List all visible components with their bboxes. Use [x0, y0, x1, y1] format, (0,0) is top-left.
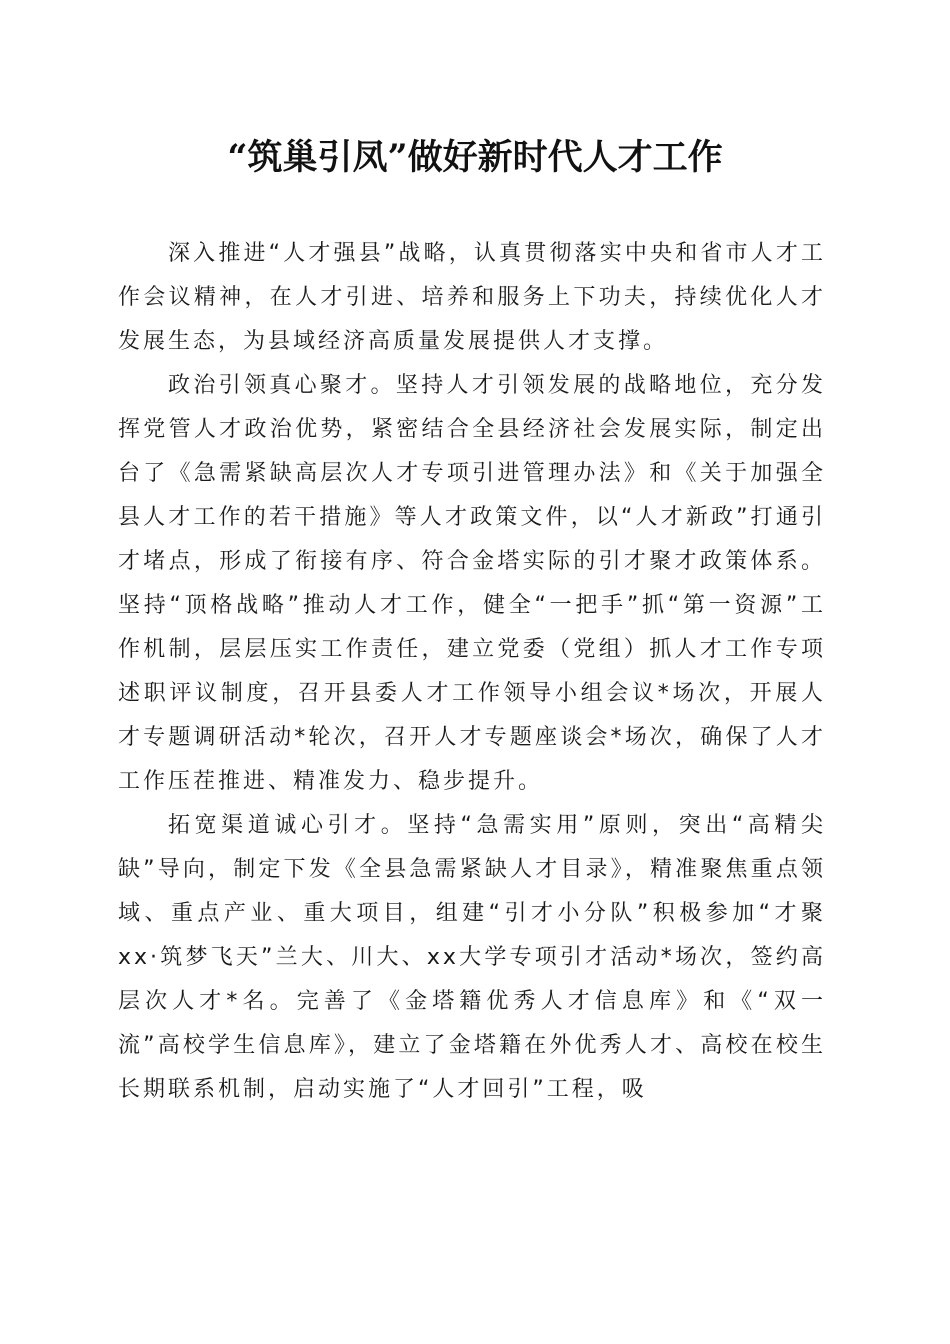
paragraph-talent-channels: 拓宽渠道诚心引才。坚持“急需实用”原则，突出“高精尖缺”导向，制定下发《全县急需紧缺人才目录》，精准聚焦重点领域、重点产业、重大项目，组建“引才小分队”积极参加“才聚xx·筑梦飞天”兰大、川大、xx大学专项引才活动*场次，签约高层次人才*名。完善了《金塔籍优秀人才信息库》和《“双一流”高校学生信息库》，建立了金塔籍在外优秀人才、高校在校生长期联系机制，启动实施了“人才回引”工程，吸: [118, 813, 826, 1102]
document-title: “筑巢引凤”做好新时代人才工作: [227, 137, 723, 178]
document-body: [118, 232, 826, 1112]
paragraph-political-leadership: 政治引领真心聚才。坚持人才引领发展的战略地位，充分发挥党管人才政治优势，紧密结合全县经济社会发展实际，制定出台了《急需紧缺高层次人才专项引进管理办法》和《关于加强全县人才工作的若干措施》等人才政策文件，以“人才新政”打通引才堵点，形成了衔接有序、符合金塔实际的引才聚才政策体系。坚持“顶格战略”推动人才工作，健全“一把手”抓“第一资源”工作机制，层层压实工作责任，建立党委（党组）抓人才工作专项述职评议制度，召开县委人才工作领导小组会议*场次，开展人才专题调研活动*轮次，召开人才专题座谈会*场次，确保了人才工作压茬推进、精准发力、稳步提升。: [118, 373, 826, 794]
paragraph-intro: 深入推进“人才强县”战略，认真贯彻落实中央和省市人才工作会议精神，在人才引进、培养和服务上下功夫，持续优化人才发展生态，为县域经济高质量发展提供人才支撑。: [118, 241, 826, 354]
